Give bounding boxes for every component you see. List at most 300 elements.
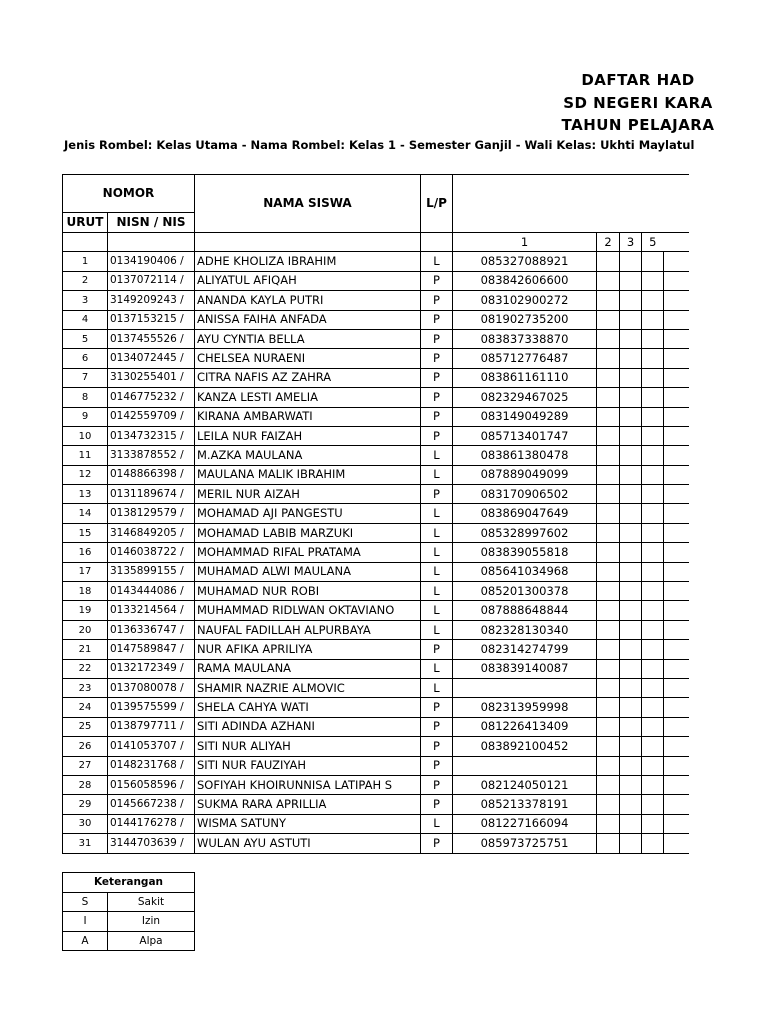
- gender-cell: L: [421, 504, 453, 523]
- attendance-cell[interactable]: [597, 504, 620, 523]
- attendance-cell[interactable]: [642, 426, 664, 445]
- attendance-cell[interactable]: [642, 698, 664, 717]
- student-name: SOFIYAH KHOIRUNNISA LATIPAH S: [195, 775, 421, 794]
- student-name: NUR AFIKA APRILIYA: [195, 640, 421, 659]
- attendance-cell[interactable]: [597, 523, 620, 542]
- phone-cell: 085213378191: [453, 795, 597, 814]
- attendance-cell[interactable]: [620, 814, 642, 833]
- nisn-cell: 0143444086 /: [108, 582, 195, 601]
- attendance-cell[interactable]: [597, 678, 620, 697]
- attendance-cell[interactable]: [642, 775, 664, 794]
- gender-cell: L: [421, 601, 453, 620]
- attendance-cell[interactable]: [664, 523, 689, 542]
- row-number: 23: [63, 678, 108, 697]
- table-row: [63, 756, 689, 775]
- student-name: ADHE KHOLIZA IBRAHIM: [195, 252, 421, 271]
- phone-cell: 083170906502: [453, 485, 597, 504]
- attendance-cell[interactable]: [620, 388, 642, 407]
- phone-cell: 085712776487: [453, 349, 597, 368]
- attendance-cell[interactable]: [642, 834, 664, 853]
- attendance-cell[interactable]: [642, 504, 664, 523]
- legend-title: Keterangan: [63, 873, 195, 893]
- phone-cell: 083839055818: [453, 543, 597, 562]
- day-number-row: [63, 233, 689, 252]
- attendance-cell[interactable]: [597, 271, 620, 290]
- attendance-cell[interactable]: [642, 717, 664, 736]
- gender-cell: L: [421, 678, 453, 697]
- gender-cell: P: [421, 698, 453, 717]
- attendance-cell[interactable]: [597, 795, 620, 814]
- attendance-cell[interactable]: [664, 659, 689, 678]
- gender-cell: P: [421, 795, 453, 814]
- student-name: WULAN AYU ASTUTI: [195, 834, 421, 853]
- attendance-cell[interactable]: [664, 291, 689, 310]
- col-attendance-header: [453, 175, 689, 233]
- attendance-cell[interactable]: [597, 368, 620, 387]
- phone-cell: 082314274799: [453, 640, 597, 659]
- row-number: 3: [63, 291, 108, 310]
- gender-cell: P: [421, 717, 453, 736]
- gender-cell: L: [421, 659, 453, 678]
- phone-cell: 085327088921: [453, 252, 597, 271]
- row-number: 24: [63, 698, 108, 717]
- student-name: CHELSEA NURAENI: [195, 349, 421, 368]
- attendance-cell[interactable]: [620, 756, 642, 775]
- row-number: 6: [63, 349, 108, 368]
- table-row: [63, 388, 689, 407]
- document-title: DAFTAR HAD: [581, 71, 695, 89]
- table-row: [63, 659, 689, 678]
- attendance-cell[interactable]: [597, 737, 620, 756]
- col-nisn: NISN / NIS: [108, 213, 195, 233]
- attendance-cell[interactable]: [664, 640, 689, 659]
- attendance-cell[interactable]: [620, 329, 642, 348]
- attendance-cell[interactable]: [620, 252, 642, 271]
- attendance-cell[interactable]: [620, 717, 642, 736]
- attendance-cell[interactable]: [642, 756, 664, 775]
- blank-cell: [63, 233, 108, 252]
- row-number: 13: [63, 485, 108, 504]
- attendance-cell[interactable]: [642, 640, 664, 659]
- attendance-cell[interactable]: [620, 426, 642, 445]
- attendance-cell[interactable]: [597, 582, 620, 601]
- student-name: MOHAMAD AJI PANGESTU: [195, 504, 421, 523]
- attendance-cell[interactable]: [664, 426, 689, 445]
- attendance-cell[interactable]: [620, 446, 642, 465]
- student-name: SITI NUR ALIYAH: [195, 737, 421, 756]
- phone-cell: 087889049099: [453, 465, 597, 484]
- attendance-cell[interactable]: [642, 814, 664, 833]
- phone-cell: 081226413409: [453, 717, 597, 736]
- table-row: [63, 717, 689, 736]
- col-lp: L/P: [421, 175, 453, 233]
- blank-cell: [108, 233, 195, 252]
- attendance-cell[interactable]: [597, 640, 620, 659]
- day-number: 3: [620, 233, 642, 252]
- attendance-cell[interactable]: [664, 601, 689, 620]
- legend-label: Sakit: [108, 892, 195, 912]
- table-row: [63, 291, 689, 310]
- gender-cell: L: [421, 465, 453, 484]
- row-number: 16: [63, 543, 108, 562]
- gender-cell: P: [421, 349, 453, 368]
- attendance-cell[interactable]: [664, 485, 689, 504]
- phone-cell: 083842606600: [453, 271, 597, 290]
- attendance-cell[interactable]: [642, 291, 664, 310]
- row-number: 22: [63, 659, 108, 678]
- attendance-cell[interactable]: [597, 291, 620, 310]
- attendance-cell[interactable]: [597, 543, 620, 562]
- table-row: [63, 698, 689, 717]
- gender-cell: L: [421, 814, 453, 833]
- student-name: ANISSA FAIHA ANFADA: [195, 310, 421, 329]
- class-info: Jenis Rombel: Kelas Utama - Nama Rombel: Kelas 1 - Semester Ganjil - Wali Kelas: Ukhti Maylatul: [64, 138, 695, 152]
- gender-cell: P: [421, 310, 453, 329]
- phone-cell: 087888648844: [453, 601, 597, 620]
- attendance-cell[interactable]: [620, 271, 642, 290]
- attendance-cell[interactable]: [597, 659, 620, 678]
- attendance-cell[interactable]: [664, 717, 689, 736]
- student-name: ANANDA KAYLA PUTRI: [195, 291, 421, 310]
- attendance-cell[interactable]: [642, 601, 664, 620]
- row-number: 20: [63, 620, 108, 639]
- row-number: 25: [63, 717, 108, 736]
- nisn-cell: 0137080078 /: [108, 678, 195, 697]
- attendance-cell[interactable]: [664, 504, 689, 523]
- gender-cell: P: [421, 775, 453, 794]
- row-number: 17: [63, 562, 108, 581]
- blank-cell: [421, 233, 453, 252]
- student-name: SHAMIR NAZRIE ALMOVIC: [195, 678, 421, 697]
- nisn-cell: 0146775232 /: [108, 388, 195, 407]
- attendance-cell[interactable]: [642, 388, 664, 407]
- attendance-cell[interactable]: [620, 310, 642, 329]
- attendance-cell[interactable]: [620, 775, 642, 794]
- attendance-cell[interactable]: [664, 582, 689, 601]
- table-row: [63, 737, 689, 756]
- attendance-cell[interactable]: [664, 252, 689, 271]
- attendance-cell[interactable]: [642, 582, 664, 601]
- table-row: [63, 310, 689, 329]
- student-name: MUHAMAD NUR ROBI: [195, 582, 421, 601]
- student-name: LEILA NUR FAIZAH: [195, 426, 421, 445]
- gender-cell: P: [421, 834, 453, 853]
- attendance-cell[interactable]: [642, 523, 664, 542]
- table-row: [63, 795, 689, 814]
- attendance-cell[interactable]: [664, 446, 689, 465]
- student-name: KIRANA AMBARWATI: [195, 407, 421, 426]
- row-number: 18: [63, 582, 108, 601]
- attendance-cell[interactable]: [642, 562, 664, 581]
- table-row: [63, 814, 689, 833]
- student-name: CITRA NAFIS AZ ZAHRA: [195, 368, 421, 387]
- phone-cell: 085973725751: [453, 834, 597, 853]
- attendance-cell[interactable]: [620, 407, 642, 426]
- phone-cell: 082329467025: [453, 388, 597, 407]
- attendance-cell[interactable]: [642, 349, 664, 368]
- attendance-cell[interactable]: [597, 834, 620, 853]
- attendance-cell[interactable]: [597, 601, 620, 620]
- nisn-cell: 0137455526 /: [108, 329, 195, 348]
- student-name: SHELA CAHYA WATI: [195, 698, 421, 717]
- gender-cell: P: [421, 388, 453, 407]
- attendance-cell[interactable]: [597, 465, 620, 484]
- nisn-cell: 0134072445 /: [108, 349, 195, 368]
- gender-cell: P: [421, 426, 453, 445]
- student-name: MOHAMMAD RIFAL PRATAMA: [195, 543, 421, 562]
- nisn-cell: 0137153215 /: [108, 310, 195, 329]
- legend-label: Izin: [108, 912, 195, 932]
- attendance-cell[interactable]: [597, 756, 620, 775]
- attendance-cell[interactable]: [642, 737, 664, 756]
- attendance-cell[interactable]: [620, 795, 642, 814]
- legend-label: Alpa: [108, 931, 195, 951]
- legend-code: I: [63, 912, 108, 932]
- col-nomor: NOMOR: [63, 175, 195, 213]
- nisn-cell: 3130255401 /: [108, 368, 195, 387]
- attendance-cell[interactable]: [597, 446, 620, 465]
- row-number: 21: [63, 640, 108, 659]
- table-row: [63, 620, 689, 639]
- nisn-cell: 0148231768 /: [108, 756, 195, 775]
- nisn-cell: 0138129579 /: [108, 504, 195, 523]
- attendance-cell[interactable]: [620, 349, 642, 368]
- student-name: MOHAMAD LABIB MARZUKI: [195, 523, 421, 542]
- attendance-cell[interactable]: [597, 485, 620, 504]
- attendance-cell[interactable]: [620, 620, 642, 639]
- nisn-cell: 0145667238 /: [108, 795, 195, 814]
- row-number: 7: [63, 368, 108, 387]
- gender-cell: L: [421, 446, 453, 465]
- table-row: [63, 368, 689, 387]
- table-row: [63, 485, 689, 504]
- row-number: 27: [63, 756, 108, 775]
- table-row: [63, 271, 689, 290]
- table-row: [63, 252, 689, 271]
- phone-cell: 083837338870: [453, 329, 597, 348]
- day-number: 5: [642, 233, 664, 252]
- phone-cell: 085201300378: [453, 582, 597, 601]
- table-row: [63, 775, 689, 794]
- attendance-cell[interactable]: [620, 659, 642, 678]
- phone-cell: 082313959998: [453, 698, 597, 717]
- attendance-cell[interactable]: [642, 659, 664, 678]
- student-name: SUKMA RARA APRILLIA: [195, 795, 421, 814]
- phone-cell: [453, 678, 597, 697]
- attendance-cell[interactable]: [664, 814, 689, 833]
- nisn-cell: 0138797711 /: [108, 717, 195, 736]
- attendance-cell[interactable]: [597, 562, 620, 581]
- row-number: 26: [63, 737, 108, 756]
- gender-cell: L: [421, 252, 453, 271]
- student-name: MUHAMMAD RIDLWAN OKTAVIANO: [195, 601, 421, 620]
- attendance-cell[interactable]: [597, 388, 620, 407]
- nisn-cell: 0147589847 /: [108, 640, 195, 659]
- attendance-cell[interactable]: [620, 737, 642, 756]
- nisn-cell: 0136336747 /: [108, 620, 195, 639]
- attendance-cell[interactable]: [620, 465, 642, 484]
- attendance-cell[interactable]: [664, 620, 689, 639]
- nisn-cell: 0132172349 /: [108, 659, 195, 678]
- gender-cell: L: [421, 543, 453, 562]
- row-number: 14: [63, 504, 108, 523]
- attendance-cell[interactable]: [642, 368, 664, 387]
- attendance-cell[interactable]: [642, 252, 664, 271]
- gender-cell: P: [421, 737, 453, 756]
- student-name: MAULANA MALIK IBRAHIM: [195, 465, 421, 484]
- phone-cell: 083839140087: [453, 659, 597, 678]
- table-row: [63, 504, 689, 523]
- row-number: 30: [63, 814, 108, 833]
- attendance-cell[interactable]: [642, 678, 664, 697]
- student-name: ALIYATUL AFIQAH: [195, 271, 421, 290]
- attendance-cell[interactable]: [597, 814, 620, 833]
- attendance-cell[interactable]: [620, 543, 642, 562]
- day-number: 2: [597, 233, 620, 252]
- attendance-cell[interactable]: [664, 834, 689, 853]
- attendance-cell[interactable]: [664, 407, 689, 426]
- attendance-cell[interactable]: [642, 485, 664, 504]
- gender-cell: P: [421, 407, 453, 426]
- attendance-cell[interactable]: [642, 620, 664, 639]
- blank-cell: [195, 233, 421, 252]
- attendance-cell[interactable]: [642, 310, 664, 329]
- attendance-cell[interactable]: [664, 562, 689, 581]
- attendance-cell[interactable]: [620, 582, 642, 601]
- attendance-cell[interactable]: [620, 698, 642, 717]
- attendance-cell[interactable]: [664, 329, 689, 348]
- attendance-cell[interactable]: [664, 368, 689, 387]
- attendance-cell[interactable]: [664, 388, 689, 407]
- table-row: [63, 446, 689, 465]
- attendance-cell[interactable]: [664, 349, 689, 368]
- attendance-cell[interactable]: [642, 407, 664, 426]
- student-name: M.AZKA MAULANA: [195, 446, 421, 465]
- attendance-cell[interactable]: [597, 698, 620, 717]
- table-row: [63, 465, 689, 484]
- nisn-cell: 3146849205 /: [108, 523, 195, 542]
- day-number: 1: [453, 233, 597, 252]
- row-number: 10: [63, 426, 108, 445]
- student-name: WISMA SATUNY: [195, 814, 421, 833]
- attendance-cell[interactable]: [664, 678, 689, 697]
- nisn-cell: 0131189674 /: [108, 485, 195, 504]
- attendance-cell[interactable]: [597, 775, 620, 794]
- student-name: MUHAMAD ALWI MAULANA: [195, 562, 421, 581]
- attendance-table: [62, 174, 689, 854]
- attendance-cell[interactable]: [620, 640, 642, 659]
- header-row-1: [63, 175, 689, 213]
- attendance-cell[interactable]: [597, 310, 620, 329]
- gender-cell: P: [421, 291, 453, 310]
- phone-cell: 082124050121: [453, 775, 597, 794]
- attendance-cell[interactable]: [664, 698, 689, 717]
- student-name: NAUFAL FADILLAH ALPURBAYA: [195, 620, 421, 639]
- row-number: 19: [63, 601, 108, 620]
- phone-cell: 085641034968: [453, 562, 597, 581]
- attendance-cell[interactable]: [620, 368, 642, 387]
- attendance-cell[interactable]: [620, 834, 642, 853]
- gender-cell: P: [421, 485, 453, 504]
- attendance-cell[interactable]: [664, 465, 689, 484]
- nisn-cell: 0134190406 /: [108, 252, 195, 271]
- attendance-cell[interactable]: [620, 504, 642, 523]
- legend-code: A: [63, 931, 108, 951]
- attendance-cell[interactable]: [664, 543, 689, 562]
- phone-cell: 083102900272: [453, 291, 597, 310]
- nisn-cell: 0133214564 /: [108, 601, 195, 620]
- row-number: 9: [63, 407, 108, 426]
- row-number: 8: [63, 388, 108, 407]
- row-number: 5: [63, 329, 108, 348]
- gender-cell: L: [421, 523, 453, 542]
- attendance-cell[interactable]: [597, 407, 620, 426]
- nisn-cell: 3135899155 /: [108, 562, 195, 581]
- attendance-cell[interactable]: [642, 329, 664, 348]
- row-number: 28: [63, 775, 108, 794]
- nisn-cell: 3149209243 /: [108, 291, 195, 310]
- attendance-cell[interactable]: [642, 795, 664, 814]
- nisn-cell: 0144176278 /: [108, 814, 195, 833]
- table-row: [63, 407, 689, 426]
- attendance-cell[interactable]: [620, 523, 642, 542]
- table-row: [63, 543, 689, 562]
- table-row: [63, 562, 689, 581]
- attendance-cell[interactable]: [620, 562, 642, 581]
- student-name: SITI ADINDA AZHANI: [195, 717, 421, 736]
- attendance-cell[interactable]: [664, 737, 689, 756]
- phone-cell: 083861161110: [453, 368, 597, 387]
- row-number: 15: [63, 523, 108, 542]
- attendance-cell[interactable]: [664, 756, 689, 775]
- school-name: SD NEGERI KARA: [563, 94, 713, 112]
- table-row: [63, 349, 689, 368]
- attendance-cell[interactable]: [620, 291, 642, 310]
- attendance-cell[interactable]: [642, 543, 664, 562]
- attendance-cell[interactable]: [664, 310, 689, 329]
- attendance-cell[interactable]: [620, 678, 642, 697]
- row-number: 4: [63, 310, 108, 329]
- attendance-cell[interactable]: [620, 485, 642, 504]
- legend-code: S: [63, 892, 108, 912]
- attendance-cell[interactable]: [642, 446, 664, 465]
- attendance-cell[interactable]: [597, 329, 620, 348]
- attendance-cell[interactable]: [642, 271, 664, 290]
- attendance-cell[interactable]: [664, 795, 689, 814]
- attendance-cell[interactable]: [597, 426, 620, 445]
- phone-cell: 081902735200: [453, 310, 597, 329]
- attendance-cell[interactable]: [597, 620, 620, 639]
- attendance-cell[interactable]: [664, 775, 689, 794]
- attendance-cell[interactable]: [642, 465, 664, 484]
- row-number: 29: [63, 795, 108, 814]
- attendance-cell[interactable]: [620, 601, 642, 620]
- attendance-cell[interactable]: [597, 252, 620, 271]
- student-name: MERIL NUR AIZAH: [195, 485, 421, 504]
- attendance-cell[interactable]: [597, 717, 620, 736]
- gender-cell: P: [421, 329, 453, 348]
- nisn-cell: 0142559709 /: [108, 407, 195, 426]
- nisn-cell: 3133878552 /: [108, 446, 195, 465]
- nisn-cell: 0146038722 /: [108, 543, 195, 562]
- row-number: 1: [63, 252, 108, 271]
- table-row: [63, 523, 689, 542]
- nisn-cell: 0134732315 /: [108, 426, 195, 445]
- attendance-cell[interactable]: [597, 349, 620, 368]
- attendance-cell[interactable]: [664, 271, 689, 290]
- table-row: [63, 426, 689, 445]
- nisn-cell: 0148866398 /: [108, 465, 195, 484]
